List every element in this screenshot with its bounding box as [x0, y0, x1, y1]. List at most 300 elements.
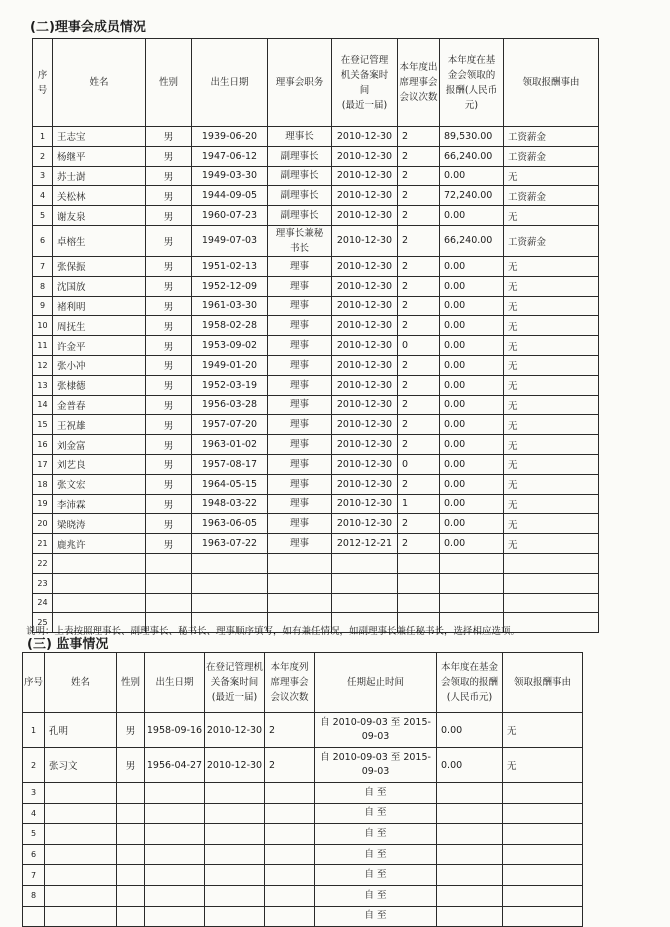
board-header-row — [33, 39, 599, 127]
board-cell-filed: 2010-12-30 — [332, 454, 398, 474]
supervisors-cell-filed — [205, 885, 265, 906]
supervisors-cell-no: 1 — [23, 713, 45, 748]
board-cell-no: 21 — [33, 534, 53, 554]
board-cell-attend: 2 — [398, 316, 440, 336]
board-cell-reason: 无 — [504, 534, 599, 554]
board-cell-pay: 89,530.00 — [440, 127, 504, 147]
board-cell-filed: 2010-12-30 — [332, 225, 398, 256]
supervisors-cell-pay: 0.00 — [437, 748, 503, 783]
board-cell-pay: 66,240.00 — [440, 146, 504, 166]
supervisors-cell-reason — [503, 906, 583, 927]
supervisors-cell-no: 5 — [23, 824, 45, 845]
board-cell-pay: 0.00 — [440, 415, 504, 435]
board-cell-no: 9 — [33, 296, 53, 316]
board-cell-pay: 0.00 — [440, 395, 504, 415]
supervisors-cell-reason — [503, 824, 583, 845]
board-row — [33, 573, 599, 593]
board-cell-gender — [146, 573, 192, 593]
supervisors-cell-period: 自 至 — [315, 824, 437, 845]
board-cell-birth — [192, 573, 268, 593]
board-cell-role: 副理事长 — [268, 146, 332, 166]
board-cell-reason: 工资薪金 — [504, 146, 599, 166]
board-cell-attend — [398, 593, 440, 613]
board-cell-name — [53, 553, 146, 573]
board-cell-filed: 2010-12-30 — [332, 474, 398, 494]
board-cell-gender: 男 — [146, 355, 192, 375]
supervisors-cell-birth — [145, 783, 205, 804]
board-cell-reason — [504, 593, 599, 613]
board-cell-filed: 2012-12-21 — [332, 534, 398, 554]
board-cell-gender: 男 — [146, 276, 192, 296]
supervisors-cell-reason — [503, 865, 583, 886]
board-cell-name: 卓榕生 — [53, 225, 146, 256]
board-cell-name: 张棣德 — [53, 375, 146, 395]
board-cell-no: 6 — [33, 225, 53, 256]
board-cell-filed: 2010-12-30 — [332, 336, 398, 356]
supervisors-cell-name — [45, 885, 117, 906]
board-row — [33, 166, 599, 186]
board-cell-filed: 2010-12-30 — [332, 375, 398, 395]
board-row — [33, 494, 599, 514]
board-cell-pay: 0.00 — [440, 435, 504, 455]
board-cell-gender: 男 — [146, 127, 192, 147]
board-cell-role — [268, 553, 332, 573]
board-cell-pay: 0.00 — [440, 206, 504, 226]
supervisors-cell-period: 自 至 — [315, 865, 437, 886]
board-cell-no: 10 — [33, 316, 53, 336]
board-cell-reason: 无 — [504, 166, 599, 186]
board-cell-reason: 无 — [504, 514, 599, 534]
supervisors-cell-birth: 1956-04-27 — [145, 748, 205, 783]
board-cell-pay: 72,240.00 — [440, 186, 504, 206]
board-cell-name: 褚利明 — [53, 296, 146, 316]
board-cell-filed: 2010-12-30 — [332, 256, 398, 276]
sup-header-pay: 本年度在基金 会领取的报酬 (人民币元) — [437, 653, 503, 713]
supervisors-cell-attend — [265, 783, 315, 804]
board-cell-reason: 工资薪金 — [504, 225, 599, 256]
supervisors-cell-name — [45, 844, 117, 865]
supervisors-cell-attend — [265, 906, 315, 927]
board-cell-attend: 2 — [398, 127, 440, 147]
supervisors-cell-attend: 2 — [265, 748, 315, 783]
board-cell-filed: 2010-12-30 — [332, 127, 398, 147]
board-cell-filed: 2010-12-30 — [332, 166, 398, 186]
board-row — [33, 276, 599, 296]
supervisors-cell-filed — [205, 865, 265, 886]
board-row — [33, 146, 599, 166]
board-cell-filed: 2010-12-30 — [332, 355, 398, 375]
board-cell-gender: 男 — [146, 316, 192, 336]
board-header-reason: 领取报酬事由 — [504, 39, 599, 127]
board-cell-birth: 1957-08-17 — [192, 454, 268, 474]
board-cell-pay: 0.00 — [440, 474, 504, 494]
board-cell-reason — [504, 553, 599, 573]
board-cell-attend: 2 — [398, 166, 440, 186]
board-cell-role: 理事 — [268, 336, 332, 356]
board-header-filed: 在登记管理 机关备案时 间 (最近一届) — [332, 39, 398, 127]
board-cell-filed: 2010-12-30 — [332, 146, 398, 166]
board-cell-filed: 2010-12-30 — [332, 514, 398, 534]
board-cell-gender: 男 — [146, 186, 192, 206]
board-cell-name: 张保振 — [53, 256, 146, 276]
supervisors-cell-no: 3 — [23, 783, 45, 804]
board-cell-filed: 2010-12-30 — [332, 415, 398, 435]
supervisors-cell-name — [45, 783, 117, 804]
sup-header-gender: 性别 — [117, 653, 145, 713]
supervisors-cell-reason: 无 — [503, 713, 583, 748]
sup-header-name: 姓名 — [45, 653, 117, 713]
supervisors-table — [22, 652, 583, 927]
board-cell-no: 23 — [33, 573, 53, 593]
board-cell-role: 理事 — [268, 494, 332, 514]
board-cell-pay: 0.00 — [440, 276, 504, 296]
board-cell-no: 12 — [33, 355, 53, 375]
board-cell-gender: 男 — [146, 474, 192, 494]
board-cell-reason: 无 — [504, 296, 599, 316]
supervisors-cell-attend: 2 — [265, 713, 315, 748]
board-cell-filed: 2010-12-30 — [332, 296, 398, 316]
supervisors-cell-no: 2 — [23, 748, 45, 783]
board-cell-no: 13 — [33, 375, 53, 395]
board-cell-pay — [440, 573, 504, 593]
supervisors-cell-filed — [205, 844, 265, 865]
board-row — [33, 415, 599, 435]
supervisors-cell-filed — [205, 803, 265, 824]
board-cell-attend: 2 — [398, 375, 440, 395]
sup-header-no: 序号 — [23, 653, 45, 713]
supervisors-row — [23, 803, 583, 824]
board-row — [33, 316, 599, 336]
supervisors-cell-gender — [117, 885, 145, 906]
board-cell-filed: 2010-12-30 — [332, 186, 398, 206]
board-cell-name: 张小冲 — [53, 355, 146, 375]
board-cell-name: 许金平 — [53, 336, 146, 356]
supervisors-cell-attend — [265, 824, 315, 845]
board-cell-attend: 2 — [398, 395, 440, 415]
board-cell-role: 副理事长 — [268, 206, 332, 226]
supervisors-cell-period: 自 至 — [315, 906, 437, 927]
board-cell-role — [268, 593, 332, 613]
board-cell-role: 理事 — [268, 316, 332, 336]
board-cell-name: 杨继平 — [53, 146, 146, 166]
board-cell-birth: 1953-09-02 — [192, 336, 268, 356]
board-cell-no: 15 — [33, 415, 53, 435]
board-cell-attend: 2 — [398, 474, 440, 494]
board-cell-pay: 0.00 — [440, 534, 504, 554]
supervisors-cell-reason — [503, 803, 583, 824]
supervisors-cell-gender — [117, 844, 145, 865]
board-cell-birth: 1949-07-03 — [192, 225, 268, 256]
board-cell-attend: 0 — [398, 454, 440, 474]
supervisors-row — [23, 713, 583, 748]
supervisors-cell-attend — [265, 803, 315, 824]
board-cell-pay — [440, 593, 504, 613]
board-cell-pay: 0.00 — [440, 316, 504, 336]
board-header-pay: 本年度在基 金会领取的 报酬(人民币 元) — [440, 39, 504, 127]
board-cell-filed: 2010-12-30 — [332, 206, 398, 226]
board-cell-birth: 1963-01-02 — [192, 435, 268, 455]
board-cell-birth: 1949-01-20 — [192, 355, 268, 375]
board-cell-pay: 0.00 — [440, 454, 504, 474]
board-cell-name: 苏士澍 — [53, 166, 146, 186]
supervisors-cell-gender — [117, 824, 145, 845]
board-cell-birth: 1963-06-05 — [192, 514, 268, 534]
supervisors-cell-birth — [145, 844, 205, 865]
board-cell-name: 刘金富 — [53, 435, 146, 455]
board-cell-birth: 1949-03-30 — [192, 166, 268, 186]
supervisors-cell-name: 张习文 — [45, 748, 117, 783]
supervisors-cell-filed — [205, 824, 265, 845]
supervisors-cell-pay: 0.00 — [437, 713, 503, 748]
supervisors-row — [23, 783, 583, 804]
supervisors-cell-filed: 2010-12-30 — [205, 713, 265, 748]
supervisors-cell-birth — [145, 803, 205, 824]
supervisors-row — [23, 865, 583, 886]
board-cell-pay: 0.00 — [440, 296, 504, 316]
board-cell-attend: 2 — [398, 296, 440, 316]
board-cell-gender: 男 — [146, 534, 192, 554]
supervisors-cell-name — [45, 906, 117, 927]
board-cell-name: 王志宝 — [53, 127, 146, 147]
board-header-birth: 出生日期 — [192, 39, 268, 127]
board-row — [33, 186, 599, 206]
board-cell-no: 18 — [33, 474, 53, 494]
board-cell-pay: 0.00 — [440, 166, 504, 186]
board-cell-attend — [398, 573, 440, 593]
board-cell-name: 张文宏 — [53, 474, 146, 494]
board-cell-pay: 0.00 — [440, 355, 504, 375]
board-row — [33, 206, 599, 226]
board-cell-role — [268, 573, 332, 593]
board-cell-attend: 2 — [398, 146, 440, 166]
board-cell-attend: 2 — [398, 355, 440, 375]
board-cell-pay — [440, 553, 504, 573]
board-cell-filed — [332, 593, 398, 613]
board-cell-gender: 男 — [146, 225, 192, 256]
board-header-name: 姓名 — [53, 39, 146, 127]
supervisors-cell-pay — [437, 783, 503, 804]
board-cell-birth: 1960-07-23 — [192, 206, 268, 226]
supervisors-cell-pay — [437, 906, 503, 927]
supervisors-cell-birth — [145, 824, 205, 845]
supervisors-cell-pay — [437, 803, 503, 824]
board-row — [33, 225, 599, 256]
board-cell-attend: 2 — [398, 435, 440, 455]
supervisors-cell-gender — [117, 803, 145, 824]
board-cell-no: 14 — [33, 395, 53, 415]
supervisors-cell-name — [45, 824, 117, 845]
board-cell-gender: 男 — [146, 256, 192, 276]
board-cell-gender: 男 — [146, 336, 192, 356]
sup-header-filed: 在登记管理机 关备案时间 (最近一届) — [205, 653, 265, 713]
board-cell-gender: 男 — [146, 514, 192, 534]
board-header-role: 理事会职务 — [268, 39, 332, 127]
board-cell-attend: 2 — [398, 534, 440, 554]
board-header-gender: 性别 — [146, 39, 192, 127]
board-cell-reason: 无 — [504, 415, 599, 435]
sup-header-attend: 本年度列 席理事会 会议次数 — [265, 653, 315, 713]
board-cell-name: 谢友泉 — [53, 206, 146, 226]
board-row — [33, 296, 599, 316]
board-cell-birth: 1944-09-05 — [192, 186, 268, 206]
board-header-no: 序号 — [33, 39, 53, 127]
board-cell-no: 20 — [33, 514, 53, 534]
supervisors-cell-period: 自 至 — [315, 803, 437, 824]
board-note: 说明：上表按照理事长、副理事长、秘书长、理事顺序填写，如有兼任情况，如副理事长兼任秘书长，选择相应选项。 — [26, 626, 521, 637]
supervisors-row — [23, 885, 583, 906]
board-cell-birth — [192, 553, 268, 573]
board-cell-no: 4 — [33, 186, 53, 206]
board-cell-gender: 男 — [146, 206, 192, 226]
board-cell-no: 8 — [33, 276, 53, 296]
board-cell-reason: 无 — [504, 336, 599, 356]
board-row — [33, 256, 599, 276]
supervisors-cell-gender — [117, 783, 145, 804]
supervisors-cell-name — [45, 865, 117, 886]
board-cell-reason — [504, 573, 599, 593]
supervisors-cell-period: 自 2010-09-03 至 2015- 09-03 — [315, 713, 437, 748]
board-cell-no: 25 — [33, 613, 53, 633]
board-row — [33, 593, 599, 613]
board-cell-birth: 1947-06-12 — [192, 146, 268, 166]
board-cell-birth: 1964-05-15 — [192, 474, 268, 494]
board-cell-filed: 2010-12-30 — [332, 276, 398, 296]
board-cell-name: 周抚生 — [53, 316, 146, 336]
supervisors-cell-birth — [145, 885, 205, 906]
board-cell-role: 理事 — [268, 395, 332, 415]
board-cell-filed: 2010-12-30 — [332, 435, 398, 455]
board-cell-pay: 0.00 — [440, 494, 504, 514]
supervisors-cell-pay — [437, 885, 503, 906]
board-cell-gender: 男 — [146, 395, 192, 415]
board-cell-birth: 1952-03-19 — [192, 375, 268, 395]
board-row — [33, 553, 599, 573]
supervisors-cell-period: 自 2010-09-03 至 2015- 09-03 — [315, 748, 437, 783]
board-cell-no: 24 — [33, 593, 53, 613]
supervisors-cell-gender — [117, 865, 145, 886]
board-cell-name: 梁晓涛 — [53, 514, 146, 534]
supervisors-row — [23, 748, 583, 783]
board-cell-no: 17 — [33, 454, 53, 474]
board-cell-gender: 男 — [146, 375, 192, 395]
board-cell-role: 理事 — [268, 534, 332, 554]
board-cell-name: 王祝雄 — [53, 415, 146, 435]
board-cell-no: 5 — [33, 206, 53, 226]
board-cell-pay: 0.00 — [440, 256, 504, 276]
board-cell-no: 3 — [33, 166, 53, 186]
board-cell-filed: 2010-12-30 — [332, 395, 398, 415]
board-cell-filed: 2010-12-30 — [332, 494, 398, 514]
board-cell-no: 7 — [33, 256, 53, 276]
board-cell-attend — [398, 553, 440, 573]
board-cell-no: 16 — [33, 435, 53, 455]
board-cell-attend: 2 — [398, 206, 440, 226]
board-row — [33, 336, 599, 356]
supervisors-cell-no: 7 — [23, 865, 45, 886]
board-cell-reason: 无 — [504, 435, 599, 455]
supervisors-cell-reason: 无 — [503, 748, 583, 783]
supervisors-cell-gender: 男 — [117, 748, 145, 783]
board-cell-birth: 1957-07-20 — [192, 415, 268, 435]
board-cell-attend: 2 — [398, 225, 440, 256]
board-row — [33, 474, 599, 494]
board-cell-role: 理事长兼秘 书长 — [268, 225, 332, 256]
board-cell-reason: 无 — [504, 454, 599, 474]
board-cell-pay: 0.00 — [440, 336, 504, 356]
board-cell-birth: 1952-12-09 — [192, 276, 268, 296]
board-cell-name: 金普春 — [53, 395, 146, 415]
supervisors-cell-attend — [265, 844, 315, 865]
supervisors-cell-pay — [437, 865, 503, 886]
board-cell-filed: 2010-12-30 — [332, 316, 398, 336]
supervisors-row — [23, 824, 583, 845]
supervisors-cell-gender — [117, 906, 145, 927]
board-cell-filed — [332, 573, 398, 593]
board-cell-birth: 1951-02-13 — [192, 256, 268, 276]
board-cell-reason: 无 — [504, 276, 599, 296]
supervisor-header-row — [23, 653, 583, 713]
board-cell-reason: 工资薪金 — [504, 186, 599, 206]
board-row — [33, 375, 599, 395]
board-cell-birth: 1958-02-28 — [192, 316, 268, 336]
board-cell-no: 22 — [33, 553, 53, 573]
supervisors-cell-period: 自 至 — [315, 783, 437, 804]
supervisors-cell-attend — [265, 865, 315, 886]
board-cell-no: 2 — [33, 146, 53, 166]
board-members-table — [32, 38, 599, 633]
supervisors-cell-birth: 1958-09-16 — [145, 713, 205, 748]
supervisors-cell-birth — [145, 865, 205, 886]
board-cell-gender — [146, 593, 192, 613]
board-cell-role: 理事 — [268, 355, 332, 375]
supervisors-cell-name: 孔明 — [45, 713, 117, 748]
sup-header-reason: 领取报酬事由 — [503, 653, 583, 713]
supervisors-cell-no — [23, 906, 45, 927]
board-cell-reason: 无 — [504, 375, 599, 395]
board-cell-gender: 男 — [146, 415, 192, 435]
supervisors-cell-birth — [145, 906, 205, 927]
board-cell-gender — [146, 553, 192, 573]
board-cell-no: 11 — [33, 336, 53, 356]
sup-header-period: 任期起止时间 — [315, 653, 437, 713]
supervisors-cell-reason — [503, 844, 583, 865]
board-row — [33, 355, 599, 375]
board-section-title: (二)理事会成员情况 — [30, 20, 146, 35]
board-cell-role: 理事长 — [268, 127, 332, 147]
board-cell-gender: 男 — [146, 146, 192, 166]
board-cell-birth: 1961-03-30 — [192, 296, 268, 316]
board-cell-filed — [332, 553, 398, 573]
board-cell-attend: 2 — [398, 256, 440, 276]
supervisors-cell-reason — [503, 783, 583, 804]
board-cell-role: 副理事长 — [268, 166, 332, 186]
board-cell-reason: 无 — [504, 355, 599, 375]
board-cell-role: 理事 — [268, 256, 332, 276]
board-cell-pay: 66,240.00 — [440, 225, 504, 256]
board-cell-no: 19 — [33, 494, 53, 514]
board-row — [33, 395, 599, 415]
board-cell-name: 关松林 — [53, 186, 146, 206]
supervisors-cell-no: 4 — [23, 803, 45, 824]
supervisors-cell-filed: 2010-12-30 — [205, 748, 265, 783]
board-cell-name — [53, 573, 146, 593]
board-cell-attend: 2 — [398, 276, 440, 296]
supervisors-cell-pay — [437, 824, 503, 845]
supervisors-cell-filed — [205, 906, 265, 927]
board-cell-no: 1 — [33, 127, 53, 147]
board-header-attend: 本年度出 席理事会 会议次数 — [398, 39, 440, 127]
board-cell-reason: 无 — [504, 494, 599, 514]
